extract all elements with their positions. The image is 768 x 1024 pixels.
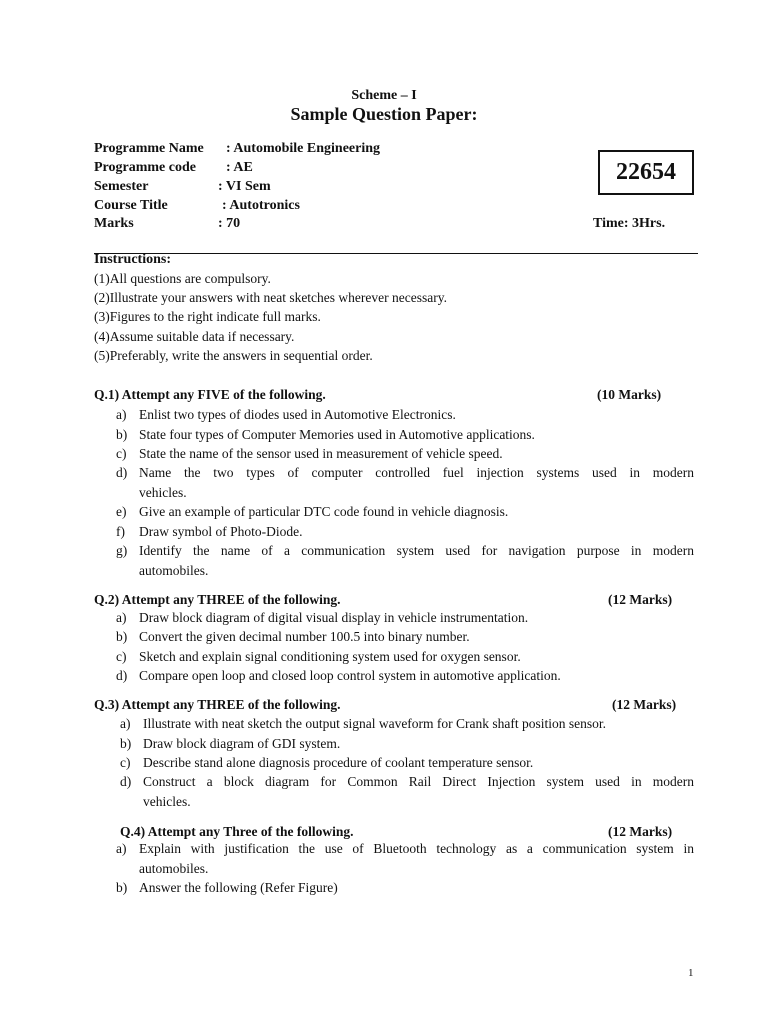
- item-text: Construct a block diagram for Common Rail Direct Injection system used in modern: [143, 774, 694, 789]
- question-item: [116, 878, 696, 898]
- question-item: [120, 753, 696, 773]
- question-item: [120, 734, 696, 754]
- item-text-continued: vehicles.: [143, 794, 191, 809]
- question-1-title: Q.1) Attempt any FIVE of the following.: [94, 387, 326, 402]
- item-text-continued: automobiles.: [139, 563, 209, 578]
- item-label: c): [116, 446, 127, 461]
- detail-label-marks: Marks: [94, 216, 134, 231]
- item-label: d): [116, 465, 128, 480]
- item-text: Draw symbol of Photo-Diode.: [139, 524, 303, 539]
- item-label: d): [120, 774, 132, 789]
- item-label: c): [116, 649, 127, 664]
- question-item: [116, 839, 696, 879]
- item-label: d): [116, 668, 128, 683]
- question-item: [116, 463, 696, 503]
- item-label: b): [116, 629, 128, 644]
- scheme-label: Scheme – I: [351, 88, 417, 103]
- item-label: f): [116, 524, 125, 539]
- detail-label-programme-name: Programme Name: [94, 141, 204, 156]
- question-item: [120, 772, 696, 812]
- question-4-title: Q.4) Attempt any Three of the following.: [120, 824, 354, 839]
- question-item: [116, 627, 696, 647]
- item-text: State four types of Computer Memories used in Automotive applications.: [139, 427, 535, 442]
- item-label: a): [116, 610, 127, 625]
- item-text: Enlist two types of diodes used in Automotive Electronics.: [139, 407, 456, 422]
- instruction-item: (4)Assume suitable data if necessary.: [94, 329, 295, 344]
- item-text: Explain with justification the use of Bluetooth technology as a communication system in: [139, 841, 694, 856]
- detail-label-programme-code: Programme code: [94, 160, 196, 175]
- page-title: Sample Question Paper:: [290, 104, 478, 124]
- item-text: Convert the given decimal number 100.5 into binary number.: [139, 629, 470, 644]
- item-label: b): [116, 880, 128, 895]
- question-item: [116, 666, 696, 686]
- detail-value-course-title: : Autotronics: [222, 198, 300, 213]
- question-3-title: Q.3) Attempt any THREE of the following.: [94, 697, 341, 712]
- item-label: b): [120, 736, 132, 751]
- item-label: a): [116, 841, 127, 856]
- detail-value-programme-name: : Automobile Engineering: [226, 141, 381, 156]
- question-item: [116, 608, 696, 628]
- question-3-marks: (12 Marks): [612, 697, 677, 712]
- instructions-heading: Instructions:: [94, 252, 172, 267]
- question-2-marks: (12 Marks): [608, 592, 673, 607]
- course-code-box: 22654: [598, 150, 694, 195]
- item-text: Identify the name of a communication system used for navigation purpose in modern: [139, 543, 694, 558]
- question-item: [116, 647, 696, 667]
- question-1-marks: (10 Marks): [597, 387, 662, 402]
- item-label: b): [116, 427, 128, 442]
- item-text: State the name of the sensor used in measurement of vehicle speed.: [139, 446, 503, 461]
- detail-label-course-title: Course Title: [94, 198, 168, 213]
- time-label: Time: 3Hrs.: [593, 216, 666, 231]
- detail-value-marks: : 70: [218, 216, 241, 231]
- question-item: [116, 502, 696, 522]
- header-divider: [94, 253, 698, 254]
- question-item: [116, 541, 696, 581]
- item-label: c): [120, 755, 131, 770]
- item-text-continued: automobiles.: [139, 861, 209, 876]
- item-text: Give an example of particular DTC code found in vehicle diagnosis.: [139, 504, 509, 519]
- item-text: Answer the following (Refer Figure): [139, 880, 338, 895]
- instruction-item: (3)Figures to the right indicate full marks.: [94, 309, 321, 324]
- detail-value-semester: : VI Sem: [218, 179, 271, 194]
- item-text: Illustrate with neat sketch the output signal waveform for Crank shaft position sensor.: [143, 716, 607, 731]
- item-label: g): [116, 543, 128, 558]
- instruction-item: (2)Illustrate your answers with neat sketches wherever necessary.: [94, 290, 447, 305]
- question-item: [116, 425, 696, 445]
- instruction-item: (5)Preferably, write the answers in sequential order.: [94, 348, 373, 363]
- question-item: [120, 714, 696, 734]
- question-item: [116, 405, 696, 425]
- item-text: Name the two types of computer controlled fuel injection systems used in modern: [139, 465, 694, 480]
- item-text: Compare open loop and closed loop control system in automotive application.: [139, 668, 561, 683]
- item-label: a): [120, 716, 131, 731]
- page-number: 1: [688, 967, 694, 979]
- item-text: Draw block diagram of digital visual display in vehicle instrumentation.: [139, 610, 529, 625]
- item-label: e): [116, 504, 127, 519]
- question-4-marks: (12 Marks): [608, 824, 673, 839]
- detail-label-semester: Semester: [94, 179, 149, 194]
- question-2-title: Q.2) Attempt any THREE of the following.: [94, 592, 341, 607]
- item-text-continued: vehicles.: [139, 485, 187, 500]
- item-text: Describe stand alone diagnosis procedure of coolant temperature sensor.: [143, 755, 534, 770]
- item-label: a): [116, 407, 127, 422]
- detail-value-programme-code: : AE: [226, 160, 253, 175]
- question-item: [116, 522, 696, 542]
- item-text: Sketch and explain signal conditioning system used for oxygen sensor.: [139, 649, 521, 664]
- item-text: Draw block diagram of GDI system.: [143, 736, 341, 751]
- instruction-item: (1)All questions are compulsory.: [94, 271, 271, 286]
- question-item: [116, 444, 696, 464]
